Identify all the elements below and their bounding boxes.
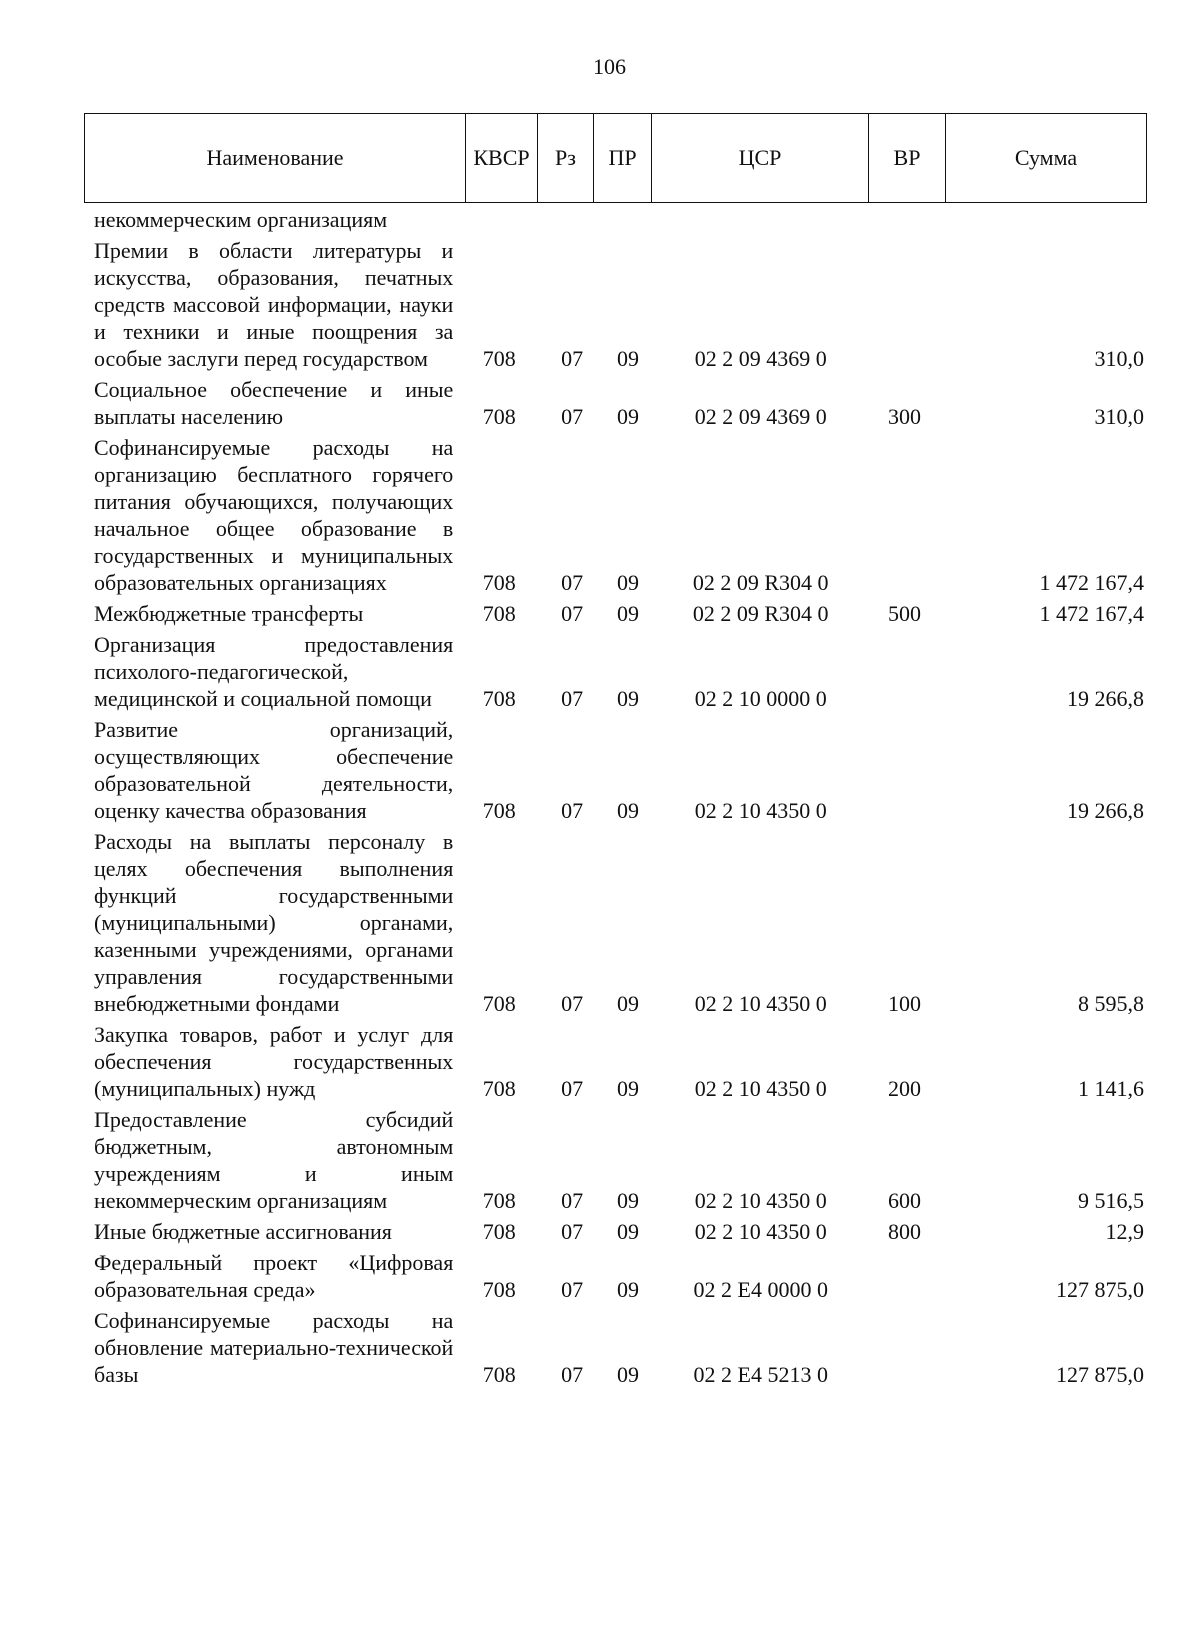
row-rz: 07 [561, 346, 584, 371]
row-kvsr: 708 [482, 346, 516, 371]
row-pr: 09 [616, 991, 639, 1016]
table-row [94, 631, 1144, 712]
row-pr: 09 [616, 601, 639, 626]
table-row [94, 1106, 1144, 1214]
row-kvsr: 708 [482, 798, 516, 823]
header-pr: ПР [594, 114, 652, 202]
table-row [94, 237, 1144, 372]
row-pr: 09 [616, 570, 639, 595]
row-name: Расходы на выплаты персоналу в целях обеспечения выполнения функций государственными (муниципальными) органами, казенными учреждениями, органами управления государственными внебюджетными фондами [94, 829, 454, 1016]
row-sum: 19 266,8 [1067, 686, 1144, 711]
row-sum: 310,0 [1094, 346, 1144, 371]
row-pr: 09 [616, 404, 639, 429]
table-row [94, 828, 1144, 1017]
row-sum: 12,9 [1105, 1219, 1144, 1244]
table-row [94, 1218, 1144, 1245]
row-sum: 9 516,5 [1078, 1188, 1144, 1213]
row-pr: 09 [616, 1362, 639, 1387]
row-rz: 07 [561, 798, 584, 823]
row-name: Межбюджетные трансферты [94, 601, 364, 626]
table-row [94, 1249, 1144, 1303]
row-pr: 09 [616, 346, 639, 371]
row-pr: 09 [616, 686, 639, 711]
row-vr: 600 [887, 1188, 921, 1213]
header-kvsr: КВСР [466, 114, 538, 202]
row-kvsr: 708 [482, 991, 516, 1016]
row-rz: 07 [561, 991, 584, 1016]
page-number: 106 [593, 54, 626, 79]
row-name: Премии в области литературы и искусства, образования, печатных средств массовой информации, науки и техники и иные поощрения за особые заслуги перед государством [94, 238, 454, 371]
row-sum: 127 875,0 [1056, 1277, 1144, 1302]
row-vr: 500 [887, 601, 921, 626]
row-pr: 09 [616, 1219, 639, 1244]
row-name: Социальное обеспечение и иные выплаты населению [94, 377, 454, 429]
row-csr: 02 2 09 R304 0 [692, 570, 829, 595]
row-kvsr: 708 [482, 686, 516, 711]
row-vr: 200 [887, 1076, 921, 1101]
row-pr: 09 [616, 1076, 639, 1101]
row-rz: 07 [561, 1076, 584, 1101]
row-csr: 02 2 E4 5213 0 [693, 1362, 828, 1387]
row-name: Развитие организаций, осуществляющих обеспечение образовательной деятельности, оценку качества образования [94, 717, 454, 823]
row-rz: 07 [561, 1362, 584, 1387]
row-rz: 07 [561, 404, 584, 429]
row-name: Закупка товаров, работ и услуг для обеспечения государственных (муниципальных) нужд [94, 1022, 454, 1101]
row-name: Предоставление субсидий бюджетным, автономным учреждениям и иным некоммерческим организациям [94, 1107, 454, 1213]
row-sum: 8 595,8 [1078, 991, 1144, 1016]
row-rz: 07 [561, 570, 584, 595]
row-sum: 19 266,8 [1067, 798, 1144, 823]
row-kvsr: 708 [482, 601, 516, 626]
row-name: некоммерческим организациям [94, 207, 388, 232]
row-csr: 02 2 10 4350 0 [694, 1219, 827, 1244]
table-row [94, 716, 1144, 824]
table-row [94, 1021, 1144, 1102]
row-pr: 09 [616, 1277, 639, 1302]
row-vr: 100 [887, 991, 921, 1016]
table-row [94, 600, 1144, 627]
row-vr: 800 [887, 1219, 921, 1244]
header-rz: Рз [538, 114, 594, 202]
row-kvsr: 708 [482, 1076, 516, 1101]
row-csr: 02 2 09 4369 0 [694, 404, 827, 429]
row-csr: 02 2 10 4350 0 [694, 798, 827, 823]
row-sum: 1 472 167,4 [1039, 601, 1144, 626]
row-sum: 127 875,0 [1056, 1362, 1144, 1387]
row-rz: 07 [561, 1219, 584, 1244]
row-csr: 02 2 10 4350 0 [694, 1076, 827, 1101]
row-rz: 07 [561, 601, 584, 626]
header-vr: ВР [869, 114, 946, 202]
row-rz: 07 [561, 1188, 584, 1213]
row-name: Софинансируемые расходы на обновление материально-технической базы [94, 1308, 454, 1387]
row-csr: 02 2 10 0000 0 [694, 686, 827, 711]
row-sum: 1 141,6 [1078, 1076, 1144, 1101]
row-kvsr: 708 [482, 1362, 516, 1387]
header-csr: ЦСР [652, 114, 869, 202]
row-rz: 07 [561, 686, 584, 711]
table-header [84, 113, 1147, 203]
row-csr: 02 2 10 4350 0 [694, 1188, 827, 1213]
row-pr: 09 [616, 798, 639, 823]
table-body [94, 206, 1144, 1388]
row-name: Организация предоставления психолого-педагогической, медицинской и социальной помощи [94, 632, 454, 711]
row-rz: 07 [561, 1277, 584, 1302]
row-pr: 09 [616, 1188, 639, 1213]
row-kvsr: 708 [482, 1188, 516, 1213]
row-kvsr: 708 [482, 1277, 516, 1302]
row-csr: 02 2 09 R304 0 [692, 601, 829, 626]
row-vr: 300 [887, 404, 921, 429]
row-name: Федеральный проект «Цифровая образовательная среда» [94, 1250, 454, 1302]
row-csr: 02 2 10 4350 0 [694, 991, 827, 1016]
row-csr: 02 2 E4 0000 0 [693, 1277, 828, 1302]
table-row [94, 1307, 1144, 1388]
row-csr: 02 2 09 4369 0 [694, 346, 827, 371]
row-kvsr: 708 [482, 404, 516, 429]
row-name: Иные бюджетные ассигнования [94, 1219, 392, 1244]
row-name: Софинансируемые расходы на организацию бесплатного горячего питания обучающихся, получающих начальное общее образование в государственных и муниципальных образовательных организациях [94, 435, 454, 595]
table-row [94, 376, 1144, 430]
header-name: Наименование [85, 114, 466, 202]
table-row [94, 206, 1144, 233]
table-row [94, 434, 1144, 596]
header-sum: Сумма [1014, 145, 1078, 170]
row-kvsr: 708 [482, 570, 516, 595]
row-kvsr: 708 [482, 1219, 516, 1244]
row-sum: 310,0 [1094, 404, 1144, 429]
row-sum: 1 472 167,4 [1039, 570, 1144, 595]
